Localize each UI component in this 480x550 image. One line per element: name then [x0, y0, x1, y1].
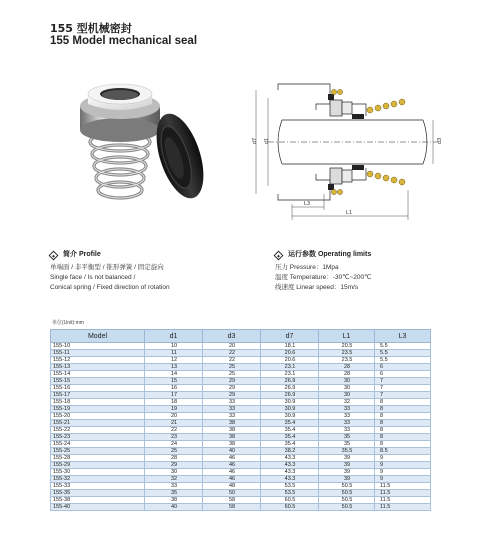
cell-l3: 8 [375, 420, 431, 427]
cell-d1: 13 [145, 364, 203, 371]
cell-l3: 8 [375, 434, 431, 441]
limits-line: 温度 Temperature：-30℃~200℃ [275, 274, 372, 281]
cell-l3: 9 [375, 476, 431, 483]
cell-model: 155-15 [51, 378, 145, 385]
cell-d1: 10 [145, 343, 203, 350]
operating-limits-section [275, 250, 465, 293]
cell-l3: 5.5 [375, 357, 431, 364]
cell-l1: 28 [319, 371, 375, 378]
table-row [51, 406, 431, 413]
cell-d3: 29 [203, 392, 261, 399]
cell-l3: 9 [375, 462, 431, 469]
cell-d1: 40 [145, 504, 203, 511]
cell-l1: 35 [319, 434, 375, 441]
cell-d7: 26.9 [261, 378, 319, 385]
cell-l3: 11.5 [375, 483, 431, 490]
cell-d7: 43.3 [261, 469, 319, 476]
label-d7: d7 [252, 137, 258, 144]
cell-model: 155-33 [51, 483, 145, 490]
table-row [51, 371, 431, 378]
cell-d3: 33 [203, 406, 261, 413]
header-l3: L3 [375, 330, 431, 343]
profile-heading-text: 简介 Profile [63, 251, 101, 258]
table-header-row [51, 330, 431, 343]
cell-l3: 9 [375, 469, 431, 476]
cell-model: 155-29 [51, 462, 145, 469]
cell-d7: 35.4 [261, 427, 319, 434]
cell-model: 155-40 [51, 504, 145, 511]
title-block [50, 22, 197, 48]
cell-model: 155-10 [51, 343, 145, 350]
table-row [51, 434, 431, 441]
cell-d7: 20.6 [261, 350, 319, 357]
cell-l1: 33 [319, 420, 375, 427]
cell-d3: 50 [203, 490, 261, 497]
cell-l1: 39 [319, 462, 375, 469]
cell-d1: 25 [145, 448, 203, 455]
cell-d1: 17 [145, 392, 203, 399]
table-row [51, 413, 431, 420]
cell-model: 155-35 [51, 490, 145, 497]
cell-d7: 38.2 [261, 448, 319, 455]
cell-d3: 58 [203, 504, 261, 511]
table-row [51, 441, 431, 448]
header-model: Model [51, 330, 145, 343]
cell-model: 155-19 [51, 406, 145, 413]
profile-section [50, 250, 240, 293]
cell-model: 155-21 [51, 420, 145, 427]
table-row [51, 392, 431, 399]
cell-d7: 35.4 [261, 441, 319, 448]
cell-l3: 7 [375, 385, 431, 392]
profile-heading [50, 250, 240, 260]
title-chinese: 155 型机械密封 [50, 22, 132, 35]
cell-l3: 6 [375, 371, 431, 378]
cell-d3: 25 [203, 364, 261, 371]
label-l1: L1 [346, 210, 353, 216]
cell-l3: 8.5 [375, 448, 431, 455]
cell-l1: 30 [319, 392, 375, 399]
table-row [51, 350, 431, 357]
cell-d1: 35 [145, 490, 203, 497]
table-body [51, 343, 431, 511]
cell-d7: 20.6 [261, 357, 319, 364]
cell-d3: 22 [203, 350, 261, 357]
limits-line: 线速度 Linear speed：15m/s [275, 284, 359, 291]
cell-l1: 32 [319, 399, 375, 406]
cell-d3: 40 [203, 448, 261, 455]
profile-line: Single face / Is not balanced / [50, 274, 136, 281]
cell-d3: 48 [203, 483, 261, 490]
cell-model: 155-30 [51, 469, 145, 476]
cell-l1: 50.5 [319, 497, 375, 504]
cell-l1: 33 [319, 413, 375, 420]
cell-d3: 46 [203, 455, 261, 462]
cell-d3: 46 [203, 469, 261, 476]
cell-model: 155-16 [51, 385, 145, 392]
spec-table [50, 329, 431, 511]
cell-d1: 23 [145, 434, 203, 441]
limits-heading-text: 运行参数 Operating limits [288, 251, 372, 258]
cell-d1: 24 [145, 441, 203, 448]
cell-l3: 11.5 [375, 504, 431, 511]
cell-d1: 19 [145, 406, 203, 413]
cell-d3: 33 [203, 399, 261, 406]
unit-label: 单位(Unit):mm [52, 320, 84, 326]
cell-d1: 38 [145, 497, 203, 504]
cell-l1: 20.5 [319, 343, 375, 350]
cell-model: 155-14 [51, 371, 145, 378]
cell-model: 155-20 [51, 413, 145, 420]
cell-d1: 11 [145, 350, 203, 357]
cell-d1: 30 [145, 469, 203, 476]
cell-d3: 25 [203, 371, 261, 378]
cell-model: 155-38 [51, 497, 145, 504]
diamond-bullet-icon [49, 250, 59, 260]
cell-model: 155-11 [51, 350, 145, 357]
cell-l3: 11.5 [375, 490, 431, 497]
cell-l1: 30 [319, 378, 375, 385]
cell-l3: 8 [375, 406, 431, 413]
header-d3: d3 [203, 330, 261, 343]
cell-l1: 39 [319, 469, 375, 476]
table-row [51, 343, 431, 350]
cell-l1: 35.5 [319, 448, 375, 455]
cell-d3: 22 [203, 357, 261, 364]
cell-d7: 60.5 [261, 497, 319, 504]
profile-line: 单端面 / 非平衡型 / 锥形弹簧 / 固定旋向 [50, 264, 164, 271]
table-row [51, 399, 431, 406]
cell-model: 155-23 [51, 434, 145, 441]
table-row [51, 378, 431, 385]
mechanical-seal-photo [62, 70, 222, 220]
header-d7: d7 [261, 330, 319, 343]
cell-l3: 8 [375, 427, 431, 434]
cell-model: 155-25 [51, 448, 145, 455]
header-d1: d1 [145, 330, 203, 343]
profile-line: Conical spring / Fixed direction of rotation [50, 284, 170, 291]
table-row [51, 497, 431, 504]
cell-d1: 15 [145, 378, 203, 385]
cell-d1: 14 [145, 371, 203, 378]
table-row [51, 448, 431, 455]
cell-l1: 50.5 [319, 490, 375, 497]
cell-d7: 53.5 [261, 483, 319, 490]
cell-model: 155-18 [51, 399, 145, 406]
cell-l3: 6 [375, 364, 431, 371]
table-row [51, 476, 431, 483]
cell-l3: 5.5 [375, 343, 431, 350]
cell-d7: 23.1 [261, 364, 319, 371]
cell-l3: 8 [375, 399, 431, 406]
cell-d7: 30.9 [261, 399, 319, 406]
table-row [51, 462, 431, 469]
cell-d1: 33 [145, 483, 203, 490]
cell-l1: 39 [319, 476, 375, 483]
cell-model: 155-32 [51, 476, 145, 483]
cell-d1: 29 [145, 462, 203, 469]
cell-model: 155-28 [51, 455, 145, 462]
cell-d7: 26.9 [261, 385, 319, 392]
cell-l1: 23.5 [319, 357, 375, 364]
label-l3: L3 [304, 201, 311, 207]
table-row [51, 455, 431, 462]
cell-d7: 43.3 [261, 455, 319, 462]
cell-model: 155-13 [51, 364, 145, 371]
cell-d3: 29 [203, 385, 261, 392]
table-row [51, 490, 431, 497]
cell-l1: 33 [319, 406, 375, 413]
limits-line: 压力 Pressure：1Mpa [275, 264, 339, 271]
cell-l3: 11.5 [375, 497, 431, 504]
cell-d7: 23.1 [261, 371, 319, 378]
cell-d3: 38 [203, 420, 261, 427]
cell-model: 155-22 [51, 427, 145, 434]
cell-l3: 8 [375, 413, 431, 420]
cell-d1: 12 [145, 357, 203, 364]
cell-d3: 38 [203, 427, 261, 434]
cell-l3: 9 [375, 455, 431, 462]
table-row [51, 364, 431, 371]
table-row [51, 469, 431, 476]
cell-d7: 43.3 [261, 462, 319, 469]
table-row [51, 427, 431, 434]
table-row [51, 385, 431, 392]
cell-l3: 5.5 [375, 350, 431, 357]
table-row [51, 357, 431, 364]
cell-d3: 33 [203, 413, 261, 420]
cell-d1: 32 [145, 476, 203, 483]
cell-l1: 35 [319, 441, 375, 448]
cell-model: 155-24 [51, 441, 145, 448]
diamond-bullet-icon [274, 250, 284, 260]
cell-l1: 28 [319, 364, 375, 371]
cell-d3: 58 [203, 497, 261, 504]
cell-l1: 33 [319, 427, 375, 434]
label-d1: d1 [264, 137, 270, 144]
cell-d3: 38 [203, 441, 261, 448]
cell-d1: 28 [145, 455, 203, 462]
cell-l1: 50.5 [319, 504, 375, 511]
cell-d3: 46 [203, 462, 261, 469]
cell-d3: 46 [203, 476, 261, 483]
table-row [51, 420, 431, 427]
cell-d1: 22 [145, 427, 203, 434]
cell-d7: 60.5 [261, 504, 319, 511]
label-d3: d3 [437, 137, 443, 144]
cell-d7: 35.4 [261, 420, 319, 427]
cell-l3: 7 [375, 378, 431, 385]
cell-d7: 18.1 [261, 343, 319, 350]
cell-model: 155-17 [51, 392, 145, 399]
cell-d7: 53.5 [261, 490, 319, 497]
header-l1: L1 [319, 330, 375, 343]
cell-d1: 18 [145, 399, 203, 406]
cell-d3: 38 [203, 434, 261, 441]
cell-d3: 29 [203, 378, 261, 385]
cell-l3: 8 [375, 441, 431, 448]
cell-d7: 30.9 [261, 413, 319, 420]
cell-l1: 39 [319, 455, 375, 462]
cell-d3: 20 [203, 343, 261, 350]
cross-section-drawing [248, 70, 448, 225]
table-row [51, 483, 431, 490]
title-english: 155 Model mechanical seal [50, 35, 198, 47]
cell-d7: 43.3 [261, 476, 319, 483]
cell-model: 155-12 [51, 357, 145, 364]
table-row [51, 504, 431, 511]
cell-l3: 7 [375, 392, 431, 399]
limits-heading [275, 250, 465, 260]
cell-d1: 20 [145, 413, 203, 420]
cell-l1: 30 [319, 385, 375, 392]
cell-l1: 23.5 [319, 350, 375, 357]
cell-d7: 30.9 [261, 406, 319, 413]
cell-l1: 50.5 [319, 483, 375, 490]
cell-d1: 16 [145, 385, 203, 392]
cell-d1: 21 [145, 420, 203, 427]
cell-d7: 26.9 [261, 392, 319, 399]
cell-d7: 35.4 [261, 434, 319, 441]
